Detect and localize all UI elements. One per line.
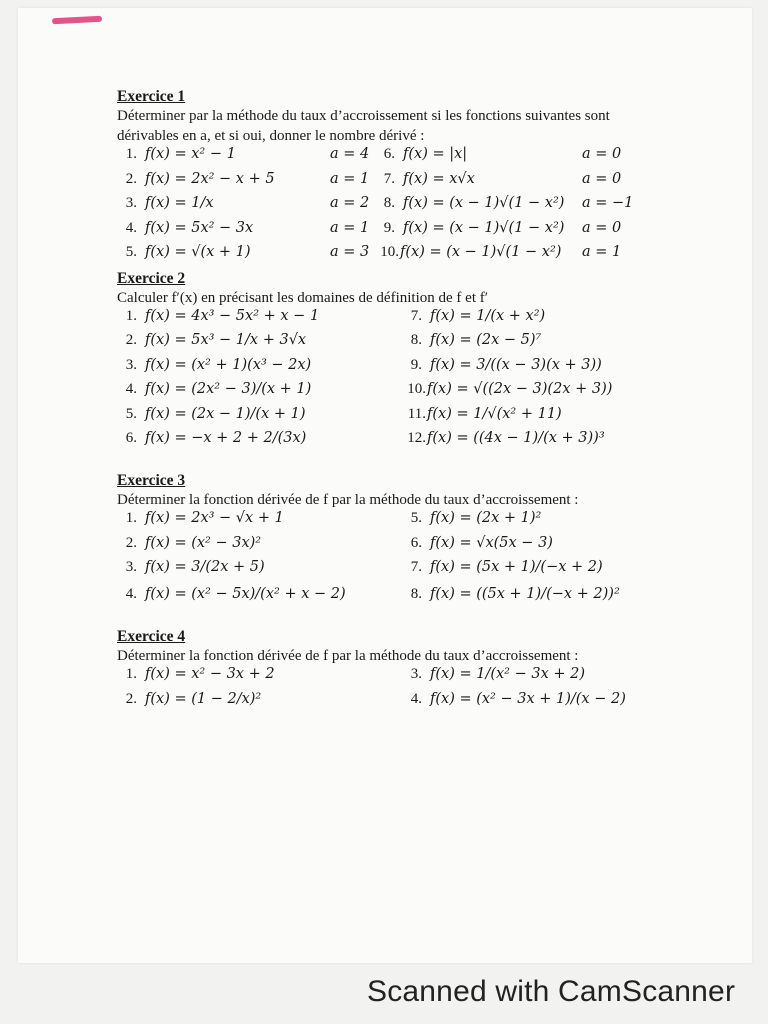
function-expression: f(x) = (x − 1)√(1 − x²) [403,219,565,236]
list-item: 4. f(x) = 5x² − 3x a = 1 9. f(x) = (x − 1)√(1 − x²) a = 0 [125,219,622,236]
function-expression: f(x) = (x − 1)√(1 − x²) [403,195,565,211]
function-expression: f(x) = (x − 1)√(1 − x²) [400,244,562,260]
function-expression: f(x) = |x| [403,146,468,162]
function-expression: f(x) = √x(5x − 3) [430,534,553,551]
list-item: 3. f(x) = (x² + 1)(x³ − 2x) 9. f(x) = 3/((x − 3)(x + 3)) [125,356,602,373]
point-value: a = 1 [330,219,370,236]
point-value: a = 0 [582,146,622,162]
point-value: a = 4 [330,146,370,162]
function-expression: f(x) = 5x² − 3x [145,219,254,236]
list-item: 6. f(x) = −x + 2 + 2/(3x) 12.f(x) = ((4x − 1)/(x + 3))³ [125,430,605,446]
scanner-watermark: Scanned with CamScanner [367,975,736,1008]
function-expression: f(x) = x² − 3x + 2 [145,666,275,682]
function-expression: f(x) = 1/x [145,195,214,211]
list-item: 2. f(x) = (x² − 3x)² 6. f(x) = √x(5x − 3) [125,534,553,551]
list-item: 1. f(x) = x² − 1 a = 4 6. f(x) = |x| a = 0 [125,146,622,162]
exercise-4-instruction: Déterminer la fonction dérivée de f par la méthode du taux d’accroissement : [117,648,579,664]
list-item: 1. f(x) = 4x³ − 5x² + x − 1 7. f(x) = 1/(x + x²) [125,307,546,324]
list-item: 5. f(x) = √(x + 1) a = 3 10.f(x) = (x − 1)√(1 − x²) a = 1 [125,244,622,260]
function-expression: f(x) = (2x − 1)/(x + 1) [145,405,306,422]
list-item: 3. f(x) = 1/x a = 2 8. f(x) = (x − 1)√(1 − x²) a = −1 [125,195,634,211]
function-expression: f(x) = √(x + 1) [145,244,251,260]
function-expression: f(x) = 5x³ − 1/x + 3√x [145,332,307,348]
exercise-1-list [117,146,647,269]
function-expression: f(x) = 1/(x² − 3x + 2) [430,666,586,682]
exercise-1-title: Exercice 1 [117,88,186,105]
exercise-4-list [117,666,647,718]
list-item: 2. f(x) = 2x² − x + 5 a = 1 7. f(x) = x√x a = 0 [125,170,622,187]
function-expression: f(x) = 2x³ − √x + 1 [145,510,284,526]
function-expression: f(x) = 3/((x − 3)(x + 3)) [430,356,602,373]
list-item: 2. f(x) = 5x³ − 1/x + 3√x 8. f(x) = (2x − 5)⁷ [125,332,542,348]
point-value: a = 3 [330,244,370,260]
function-expression: f(x) = (x² − 5x)/(x² + x − 2) [145,586,346,602]
exercise-3-title: Exercice 3 [117,472,186,489]
function-expression: f(x) = (2x² − 3)/(x + 1) [145,381,312,397]
list-item: 3. f(x) = 3/(2x + 5) 7. f(x) = (5x + 1)/(−x + 2) [125,559,603,575]
exercise-2-instruction: Calculer f′(x) en précisant les domaines de définition de f et f′ [117,289,489,306]
point-value: a = 0 [582,170,622,187]
function-expression: f(x) = (x² + 1)(x³ − 2x) [145,356,312,373]
function-expression: f(x) = 1/√(x² + 11) [427,405,562,422]
exercise-1-instruction: Déterminer par la méthode du taux d’accroissement si les fonctions suivantes sont dérivables en a, et si oui, donner le nombre dérivé : [117,108,610,144]
exercise-2-title: Exercice 2 [117,269,186,287]
point-value: a = −1 [582,195,634,211]
list-item: 1. f(x) = 2x³ − √x + 1 5. f(x) = (2x + 1)² [125,510,542,526]
function-expression: f(x) = x√x [403,170,475,187]
function-expression: f(x) = 2x² − x + 5 [145,170,275,187]
function-expression: f(x) = (2x + 1)² [430,510,542,526]
point-value: a = 2 [330,195,370,211]
list-item: 4. f(x) = (2x² − 3)/(x + 1) 10.f(x) = √((2x − 3)(2x + 3)) [125,381,613,397]
exercise-3-instruction: Déterminer la fonction dérivée de f par la méthode du taux d’accroissement : [117,492,579,508]
function-expression: f(x) = (x² − 3x + 1)/(x − 2) [430,690,626,707]
function-expression: f(x) = 3/(2x + 5) [145,559,265,575]
point-value: a = 0 [582,219,622,236]
function-expression: f(x) = ((5x + 1)/(−x + 2))² [430,586,620,602]
pink-marker-stroke [52,16,102,25]
function-expression: f(x) = (1 − 2/x)² [145,690,262,707]
function-expression: f(x) = x² − 1 [145,146,236,162]
exercise-2-list [117,308,647,458]
worksheet-content [117,87,647,718]
list-item: 4. f(x) = (x² − 5x)/(x² + x − 2) 8. f(x) = ((5x + 1)/(−x + 2))² [125,586,620,602]
exercise-4-title: Exercice 4 [117,628,186,645]
function-expression: f(x) = 1/(x + x²) [430,307,546,324]
function-expression: f(x) = √((2x − 3)(2x + 3)) [427,381,613,397]
function-expression: f(x) = −x + 2 + 2/(3x) [145,430,307,446]
function-expression: f(x) = 4x³ − 5x² + x − 1 [145,307,320,324]
function-expression: f(x) = (x² − 3x)² [145,534,262,551]
list-item: 1. f(x) = x² − 3x + 2 3. f(x) = 1/(x² − 3x + 2) [125,666,586,682]
list-item: 2. f(x) = (1 − 2/x)² 4. f(x) = (x² − 3x + 1)/(x − 2) [125,690,626,707]
function-expression: f(x) = ((4x − 1)/(x + 3))³ [427,430,605,446]
point-value: a = 1 [330,170,370,187]
function-expression: f(x) = (5x + 1)/(−x + 2) [430,559,603,575]
point-value: a = 1 [582,244,622,260]
list-item: 5. f(x) = (2x − 1)/(x + 1) 11.f(x) = 1/√(x² + 11) [125,405,562,422]
function-expression: f(x) = (2x − 5)⁷ [430,332,542,348]
exercise-3-list [117,510,647,613]
